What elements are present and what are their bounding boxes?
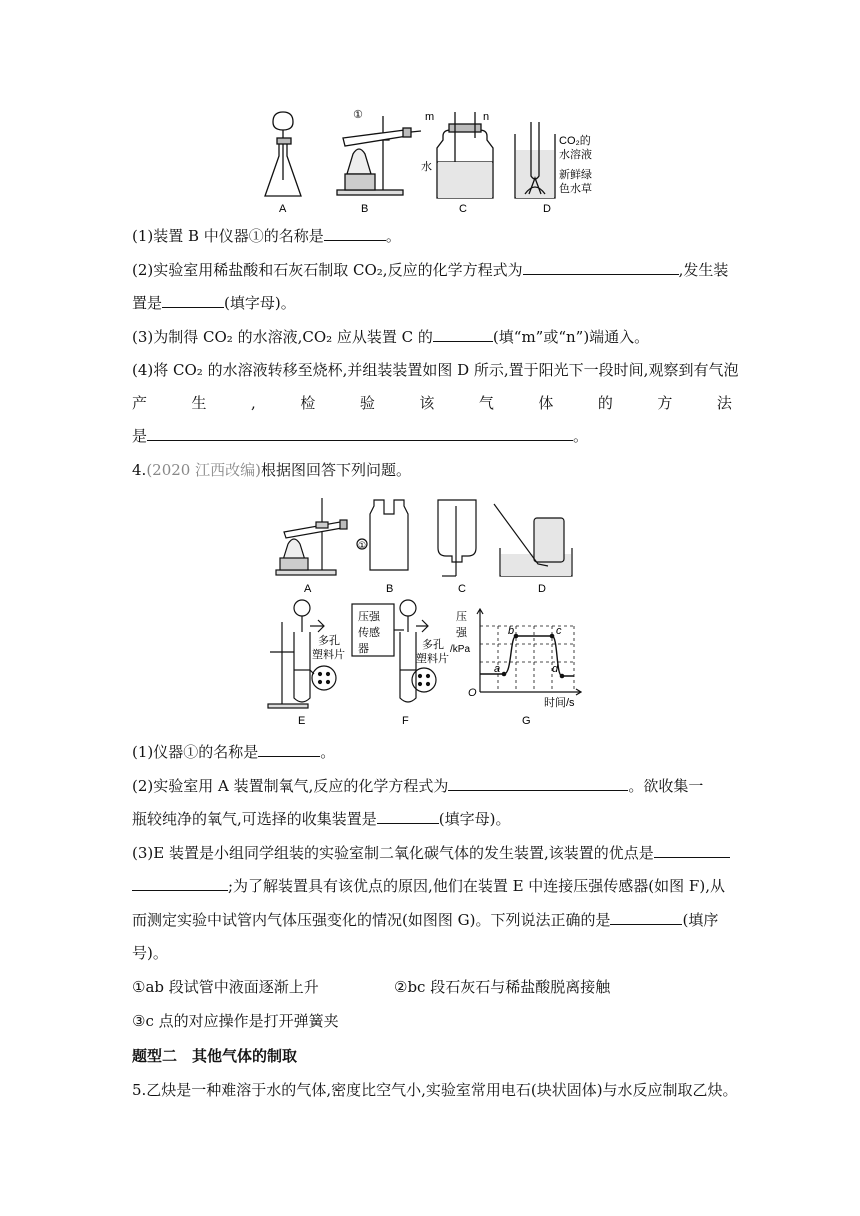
q4-part3-line1 bbox=[132, 843, 732, 863]
apparatus-b bbox=[337, 116, 421, 195]
q4-option-1: ①ab 段试管中液面逐渐上升 bbox=[132, 978, 319, 996]
q3-part4-line1 bbox=[132, 360, 739, 380]
q3-part2-line1 bbox=[132, 260, 732, 280]
porous-label-f1: 多孔 bbox=[422, 639, 444, 651]
label-c2: C bbox=[458, 583, 466, 595]
sensor-label-3: 器 bbox=[358, 643, 369, 655]
point-b: b bbox=[508, 625, 515, 637]
label-f: F bbox=[402, 715, 409, 727]
co2-solution-label-2: 水溶液 bbox=[559, 149, 592, 161]
q3-part4-method-blank[interactable] bbox=[147, 426, 573, 441]
figure-apparatus-1 bbox=[255, 104, 605, 218]
section-title: 题型二 其他气体的制取 bbox=[132, 1047, 298, 1065]
q4-part2-equation-blank[interactable] bbox=[448, 776, 628, 791]
q3-part3-text: (3)为制得 CO₂ 的水溶液,CO₂ 应从装置 C 的 bbox=[132, 328, 433, 346]
port-n: n bbox=[483, 111, 490, 123]
graph-ylabel-2: 强 bbox=[456, 627, 467, 639]
q4-part3-line3 bbox=[132, 910, 732, 930]
label-c: C bbox=[459, 203, 467, 215]
label-e: E bbox=[298, 715, 306, 727]
q4-title: 根据图回答下列问题。 bbox=[260, 461, 411, 479]
q4-part2-text: (2)实验室用 A 装置制氧气,反应的化学方程式为 bbox=[132, 777, 449, 795]
graph-origin: O bbox=[468, 687, 477, 699]
q4-part3b-text: ;为了解装置具有该优点的原因,他们在装置 E 中连接压强传感器(如图 F),从 bbox=[228, 877, 725, 895]
q4-part1-end: 。 bbox=[320, 743, 336, 761]
label-d2: D bbox=[538, 583, 546, 595]
sensor-label-2: 传感 bbox=[358, 627, 380, 639]
q4-part2-line2 bbox=[132, 809, 732, 829]
apparatus-d2 bbox=[494, 504, 572, 576]
word: 产 bbox=[132, 394, 148, 412]
word: 的 bbox=[597, 394, 613, 412]
q3-part4c-end: 。 bbox=[573, 427, 589, 445]
apparatus-c2 bbox=[438, 500, 476, 576]
water-grass-label-2: 色水草 bbox=[559, 183, 592, 195]
water-grass-label-1: 新鲜绿 bbox=[559, 169, 592, 181]
q4-option-2: ②bc 段石灰石与稀盐酸脱离接触 bbox=[394, 978, 611, 996]
word: 气 bbox=[478, 394, 494, 412]
q5-text: 5.乙炔是一种难溶于水的气体,密度比空气小,实验室常用电石(块状固体)与水反应制取乙炔。 bbox=[132, 1081, 738, 1099]
q4-part2-line1 bbox=[132, 776, 732, 796]
q3-part2-equation-blank[interactable] bbox=[523, 260, 679, 275]
label-g: G bbox=[522, 715, 531, 727]
q4-source: (2020 江西改编) bbox=[146, 461, 261, 479]
word: , bbox=[251, 394, 256, 412]
graph-ylabel-3: /kPa bbox=[450, 644, 471, 655]
q4-part3-text: (3)E 装置是小组同学组装的实验室制二氧化碳气体的发生装置,该装置的优点是 bbox=[132, 844, 654, 862]
porous-label-e1: 多孔 bbox=[318, 635, 340, 647]
circle-number-1b: ① bbox=[358, 540, 367, 550]
q4-part3-advantage-blank-2[interactable] bbox=[132, 876, 228, 891]
q4-options-row2 bbox=[132, 1011, 732, 1031]
word: 法 bbox=[716, 394, 732, 412]
word: 该 bbox=[419, 394, 435, 412]
q3-part2-line2 bbox=[132, 293, 732, 313]
q3-part1-blank[interactable] bbox=[324, 226, 386, 241]
porous-label-e2: 塑料片 bbox=[312, 649, 345, 661]
q4-number: 4. bbox=[132, 461, 147, 479]
q3-part1-end: 。 bbox=[385, 227, 401, 245]
point-c: c bbox=[556, 625, 562, 637]
q3-part2b-end: (填字母)。 bbox=[224, 294, 296, 312]
sensor-label-1: 压强 bbox=[358, 611, 380, 623]
q4-part3-line4 bbox=[132, 943, 732, 963]
apparatus-c bbox=[437, 112, 493, 198]
pressure-graph bbox=[477, 609, 581, 695]
co2-solution-label-1: CO₂的 bbox=[559, 135, 591, 147]
label-b2: B bbox=[386, 583, 394, 595]
q4-part3-line2 bbox=[132, 876, 732, 896]
q3-part2-text: (2)实验室用稀盐酸和石灰石制取 CO₂,反应的化学方程式为 bbox=[132, 261, 523, 279]
q3-part3-end: (填“m”或“n”)端通入。 bbox=[492, 328, 650, 346]
q4-part2b-end: (填字母)。 bbox=[438, 810, 511, 828]
q4-part3-advantage-blank-1[interactable] bbox=[654, 843, 730, 858]
q4-header bbox=[132, 460, 732, 480]
q4-part3c-end: (填序 bbox=[682, 911, 719, 929]
q4-part1-text: (1)仪器①的名称是 bbox=[132, 743, 259, 761]
apparatus-a2 bbox=[276, 498, 347, 575]
word: 检 bbox=[300, 394, 316, 412]
point-a: a bbox=[494, 663, 501, 675]
apparatus-a bbox=[265, 112, 301, 196]
q3-part2-device-blank[interactable] bbox=[162, 293, 224, 308]
label-b: B bbox=[361, 203, 369, 215]
q3-part4-line2 bbox=[132, 393, 732, 413]
q3-part3 bbox=[132, 327, 732, 347]
word: 验 bbox=[359, 394, 375, 412]
q3-part4-line3 bbox=[132, 426, 732, 446]
apparatus-d bbox=[515, 122, 555, 198]
q4-part1 bbox=[132, 742, 732, 762]
q3-part4-text: (4)将 CO₂ 的水溶液转移至烧杯,并组装装置如图 D 所示,置于阳光下一段时间,观察到有气泡 bbox=[132, 361, 739, 379]
graph-ylabel-1: 压 bbox=[456, 611, 467, 623]
word: 方 bbox=[657, 394, 673, 412]
apparatus-b2 bbox=[357, 500, 408, 570]
q3-part1 bbox=[132, 226, 732, 246]
q4-part1-blank[interactable] bbox=[258, 742, 320, 757]
q3-part3-blank[interactable] bbox=[433, 327, 493, 342]
q4-part3d-text: 号)。 bbox=[132, 944, 168, 962]
word: 生 bbox=[191, 394, 207, 412]
q4-part2-end: 。欲收集一 bbox=[628, 777, 704, 795]
water-label: 水 bbox=[421, 161, 432, 173]
q4-part2-device-blank[interactable] bbox=[377, 809, 439, 824]
label-a2: A bbox=[304, 583, 312, 595]
q3-part1-text: (1)装置 B 中仪器①的名称是 bbox=[132, 227, 324, 245]
label-a: A bbox=[279, 203, 287, 215]
porous-label-f2: 塑料片 bbox=[416, 653, 449, 665]
q4-part3c-text: 而测定实验中试管内气体压强变化的情况(如图图 G)。下列说法正确的是 bbox=[132, 911, 611, 929]
q3-part2-end: ,发生装 bbox=[678, 261, 729, 279]
circle-number-1: ① bbox=[353, 109, 363, 121]
graph-xlabel: 时间/s bbox=[544, 697, 575, 709]
label-d: D bbox=[543, 203, 551, 215]
q4-option-3: ③c 点的对应操作是打开弹簧夹 bbox=[132, 1012, 339, 1030]
word: 体 bbox=[538, 394, 554, 412]
figure-apparatus-2 bbox=[262, 492, 582, 732]
q4-part3-choice-blank[interactable] bbox=[610, 910, 682, 925]
port-m: m bbox=[425, 111, 435, 123]
q4-part2b-text: 瓶较纯净的氧气,可选择的收集装置是 bbox=[132, 810, 377, 828]
q3-part2b-text: 置是 bbox=[132, 294, 163, 312]
q4-options-row1 bbox=[132, 977, 732, 997]
q3-part4c-text: 是 bbox=[132, 427, 148, 445]
point-d: d bbox=[552, 663, 559, 675]
